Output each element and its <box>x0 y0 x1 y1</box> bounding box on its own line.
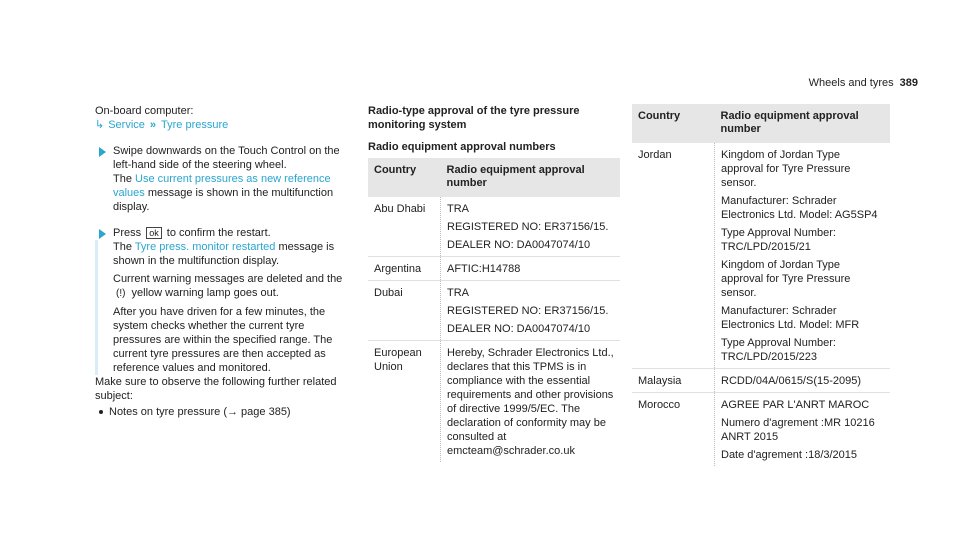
number-line: Type Approval Number: TRC/LPD/2015/21 <box>721 227 836 253</box>
double-chevron-icon: » <box>149 119 157 131</box>
step-1 <box>95 144 355 214</box>
step2-pre: The <box>113 241 135 253</box>
approval-heading-block <box>368 104 618 154</box>
approval-heading: Radio-type approval of the tyre pressure monitoring system <box>368 105 580 131</box>
number-line: REGISTERED NO: ER37156/15. <box>447 221 609 233</box>
step-arrow-icon <box>99 229 106 239</box>
number-cell <box>441 281 621 341</box>
step2-warning-text: Current warning messages are deleted and the <box>113 273 343 285</box>
number-line: Kingdom of Jordan Type approval for Tyre Pressure sensor. <box>721 259 851 299</box>
number-cell <box>441 341 621 463</box>
number-line: REGISTERED NO: ER37156/15. <box>447 305 609 317</box>
approval-numbers-heading: Radio equipment approval numbers <box>368 141 556 153</box>
number-line: Type Approval Number: TRC/LPD/2015/223 <box>721 337 836 363</box>
table-row <box>632 143 890 369</box>
table-row <box>368 257 620 281</box>
display-message-1: Use current pressures as new reference values <box>113 173 331 199</box>
country-cell: Dubai <box>368 281 441 341</box>
instructions-column <box>95 104 355 419</box>
number-cell <box>715 143 891 369</box>
country-cell: Argentina <box>368 257 441 281</box>
number-line: Numero d'agrement :MR 10216 ANRT 2015 <box>721 417 875 443</box>
arrow-right-icon: → <box>227 406 238 418</box>
number-line: RCDD/04A/0615/S(15-2095) <box>721 375 862 387</box>
table-row <box>632 369 890 393</box>
country-cell: Morocco <box>638 399 681 411</box>
ok-button-icon: ok <box>146 227 162 239</box>
step1-post: message is shown in the multifunction display. <box>113 187 334 213</box>
page-number: 389 <box>899 77 918 89</box>
step-bar <box>95 240 98 375</box>
number-line: AFTIC:H14788 <box>447 263 521 275</box>
number-line: AGREE PAR L'ANRT MAROC <box>721 399 870 411</box>
country-cell: Abu Dhabi <box>368 197 441 257</box>
number-line: Hereby, Schrader Electronics Ltd., declares that this TPMS is in compliance with the essential requirements and other provisions of directive 1999/5/EC. The declaration of conformity may be consulted at emcteam@schrader.co.uk <box>447 347 614 457</box>
step-2 <box>95 226 355 375</box>
number-cell <box>715 369 891 393</box>
table-row <box>368 341 620 463</box>
table-row <box>368 197 620 257</box>
section-title: Wheels and tyres <box>808 77 894 89</box>
step2-text: Press <box>113 227 145 239</box>
step2-checks-text: After you have driven for a few minutes, the system checks whether the current tyre pressures are within the specified range. The current tyre pressures are then accepted as reference values and monitored. <box>113 306 333 374</box>
number-line: Manufacturer: Schrader Electronics Ltd. Model: AG5SP4 <box>721 195 878 221</box>
step2-warning-post: yellow warning lamp goes out. <box>128 287 279 299</box>
number-line: Kingdom of Jordan Type approval for Tyre Pressure sensor. <box>721 149 851 189</box>
step1-text: Swipe downwards on the Touch Control on the left-hand side of the steering wheel. <box>113 145 340 171</box>
step1-pre: The <box>113 173 136 185</box>
display-message-2: Tyre press. monitor restarted <box>134 241 276 253</box>
tyre-warning-lamp-icon: (!) <box>116 288 126 299</box>
number-cell <box>441 257 621 281</box>
step2-post: message is shown in the multifunction display. <box>113 241 335 267</box>
country-cell: Malaysia <box>632 369 715 393</box>
number-line: DEALER NO: DA0047074/10 <box>447 239 591 251</box>
table-row <box>368 281 620 341</box>
table-row <box>632 393 890 467</box>
number-line: TRA <box>447 203 469 215</box>
page-header <box>809 76 918 90</box>
column-header-number: Radio equipment approval number <box>441 158 621 197</box>
number-line: DEALER NO: DA0047074/10 <box>447 323 591 335</box>
number-line: TRA <box>447 287 469 299</box>
column-header-country: Country <box>368 158 441 197</box>
related-note: Make sure to observe the following further related subject: <box>95 376 337 402</box>
intro-text: On-board computer: <box>95 105 194 117</box>
number-line: Date d'agrement :18/3/2015 <box>721 449 858 461</box>
related-link-item <box>95 405 355 419</box>
column-header-number: Radio equipment approval number <box>715 104 891 143</box>
menu-tyre-pressure: Tyre pressure <box>161 119 229 131</box>
menu-path <box>95 118 355 132</box>
related-link-page: page 385) <box>238 406 291 418</box>
country-cell: European Union <box>374 347 422 373</box>
approval-table-1 <box>368 158 620 462</box>
number-cell <box>441 197 621 257</box>
number-line: Manufacturer: Schrader Electronics Ltd. Model: MFR <box>721 305 860 331</box>
country-cell: Jordan <box>632 143 715 369</box>
number-cell <box>715 393 891 467</box>
menu-service: Service <box>108 119 145 131</box>
return-arrow-icon: ↳ <box>95 119 105 131</box>
column-header-country: Country <box>632 104 715 143</box>
related-link-text: Notes on tyre pressure ( <box>109 406 227 418</box>
step-arrow-icon <box>99 147 106 157</box>
approval-table-2 <box>632 104 890 466</box>
step2-text-b: to confirm the restart. <box>163 227 271 239</box>
